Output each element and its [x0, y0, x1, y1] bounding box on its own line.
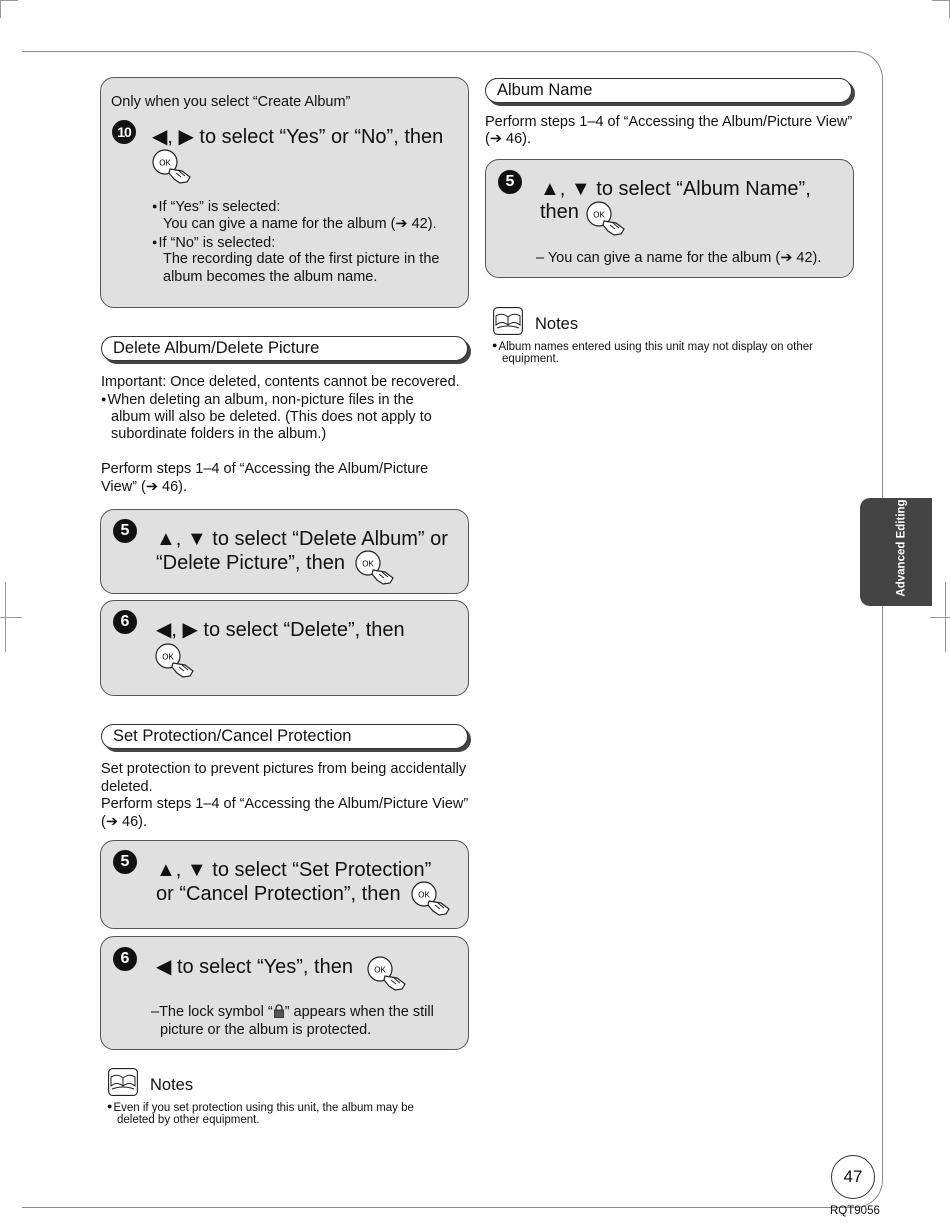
svg-text:OK: OK	[593, 210, 605, 220]
protect-step-5-box	[100, 840, 469, 929]
crop-mark	[0, 0, 18, 1]
ok-label: OK	[159, 158, 171, 168]
no-bullet: ● If “No” is selected:	[152, 234, 275, 253]
registration-mark	[945, 582, 946, 652]
delete-step-5-line-1: ▲, ▼ to select “Delete Album” or	[156, 528, 448, 550]
notes-line-1: ● Even if you set protection using this unit, the album may be	[107, 1099, 414, 1116]
step-number: 10	[112, 120, 136, 144]
yes-bullet: ● If “Yes” is selected:	[152, 198, 280, 217]
step-10-text: ◀, ▶ to select “Yes” or “No”, then	[152, 126, 444, 148]
delete-bullet-3: subordinate folders in the album.)	[111, 426, 327, 442]
svg-text:OK: OK	[374, 965, 386, 975]
step-number: 6	[113, 610, 137, 634]
protect-perform-1: Perform steps 1–4 of “Accessing the Album/Picture View”	[101, 796, 469, 812]
notes-line-2: equipment.	[502, 353, 559, 365]
lock-note-pre: –The lock symbol “	[151, 1004, 273, 1020]
album-step-5-line-1: ▲, ▼ to select “Album Name”,	[540, 178, 811, 200]
svg-text:OK: OK	[162, 652, 174, 662]
lock-note-line-2: picture or the album is protected.	[160, 1022, 372, 1038]
step-number: 5	[113, 519, 137, 543]
step-number: 6	[113, 947, 137, 971]
ok-button-icon	[586, 201, 612, 227]
delete-perform-2: View” (➔ 46).	[101, 479, 188, 495]
step-number: 5	[113, 850, 137, 874]
lock-icon	[273, 1004, 285, 1018]
no-detail-2: album becomes the album name.	[163, 269, 378, 285]
notes-title: Notes	[150, 1076, 194, 1094]
protect-desc-1: Set protection to prevent pictures from being accidentally	[101, 761, 467, 777]
registration-mark	[0, 617, 22, 618]
registration-mark	[5, 582, 6, 652]
svg-text:OK: OK	[362, 559, 374, 569]
delete-step-5-box	[100, 509, 469, 594]
notes-title: Notes	[535, 315, 579, 333]
protect-step-5-line-2: or “Cancel Protection”, then	[156, 883, 401, 905]
section-title-delete: Delete Album/Delete Picture	[101, 336, 468, 361]
protect-perform-2: (➔ 46).	[101, 814, 147, 830]
page-number: 47	[831, 1155, 875, 1199]
ok-button-icon	[355, 550, 381, 576]
chapter-tab-label: Advanced Editing	[895, 499, 908, 597]
album-perform-1: Perform steps 1–4 of “Accessing the Album/Picture View”	[485, 114, 853, 130]
delete-step-6-box	[100, 600, 469, 696]
crop-mark	[0, 0, 1, 18]
ok-button-icon	[155, 643, 181, 669]
protect-desc-2: deleted.	[101, 779, 153, 795]
delete-bullet-1: ● When deleting an album, non-picture files in the	[101, 391, 414, 410]
delete-step-6-text: ◀, ▶ to select “Delete”, then	[156, 619, 405, 641]
notes-line-2: deleted by other equipment.	[117, 1114, 260, 1126]
protect-step-6-box	[100, 936, 469, 1050]
section-title-protection: Set Protection/Cancel Protection	[101, 724, 468, 749]
step-number: 5	[498, 170, 522, 194]
album-perform-2: (➔ 46).	[485, 131, 531, 147]
svg-text:OK: OK	[418, 890, 430, 900]
lock-note-line-1	[151, 1004, 434, 1022]
notes-book-icon	[108, 1068, 138, 1094]
step-10-box	[100, 77, 469, 308]
delete-perform-1: Perform steps 1–4 of “Accessing the Album/Picture	[101, 461, 429, 477]
notes-book-icon	[493, 307, 523, 333]
yes-detail: You can give a name for the album (➔ 42).	[163, 216, 437, 232]
no-detail-1: The recording date of the first picture in the	[163, 251, 440, 267]
ok-button-icon	[152, 149, 178, 175]
protect-step-5-line-1: ▲, ▼ to select “Set Protection”	[156, 859, 432, 881]
protect-step-6-text: ◀ to select “Yes”, then	[156, 956, 353, 978]
ok-button-icon	[411, 881, 437, 907]
lock-note-post: ” appears when the still	[284, 1004, 434, 1020]
registration-mark	[930, 617, 950, 618]
section-title-album-name: Album Name	[485, 78, 852, 103]
album-name-sub: – You can give a name for the album (➔ 42).	[536, 250, 822, 266]
create-album-intro: Only when you select “Create Album”	[111, 94, 351, 110]
delete-step-5-line-2: “Delete Picture”, then	[156, 552, 345, 574]
album-step-5-box	[485, 159, 854, 278]
delete-bullet-2: album will also be deleted. (This does not apply to	[111, 409, 432, 425]
ok-button-icon	[367, 956, 393, 982]
crop-mark	[932, 0, 950, 1]
album-step-5-line-2: then	[540, 201, 579, 223]
chapter-tab	[860, 498, 932, 606]
document-code: RQT9056	[830, 1205, 880, 1217]
delete-important: Important: Once deleted, contents cannot be recovered.	[101, 374, 460, 390]
notes-line-1: ● Album names entered using this unit may not display on other	[492, 338, 813, 355]
